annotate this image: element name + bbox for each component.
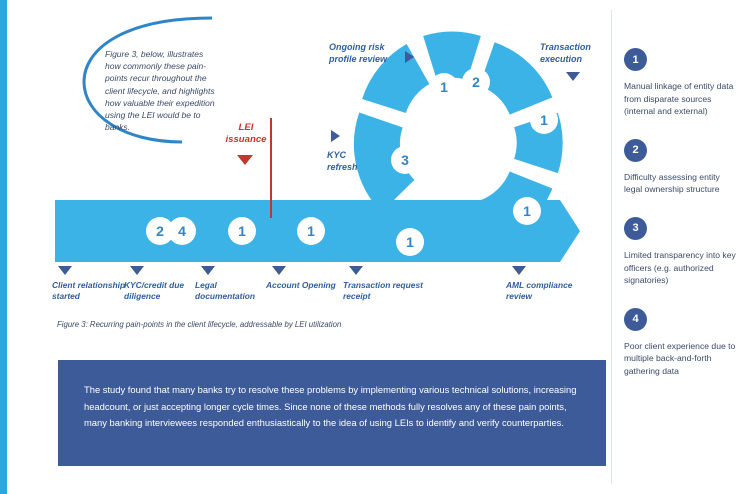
stage-label-legal-documentation: Legal documentation [195,280,256,301]
legend-item [624,139,744,196]
pain-point-circle: 1 [396,228,424,256]
stage-label-account-opening: Account Opening [266,280,336,290]
kyc-refresh-label-line2: refresh [327,161,358,172]
loop-circle: 1 [530,106,558,134]
stage-label-aml-compliance: AML compliance review [506,280,573,301]
legend-text: Difficulty assessing entity legal ownership structure [624,171,720,195]
legend-text: Poor client experience due to multiple back-and-forth gathering data [624,340,736,376]
stage-marker-icon [272,266,286,275]
transaction-execution-label-line1: Transaction [540,42,591,52]
stage-marker-icon [512,266,526,275]
kyc-refresh-label [327,150,387,173]
stage-label-transaction-request: Transaction request receipt [343,280,423,301]
pain-point-circle: 1 [297,217,325,245]
stage-marker-icon [201,266,215,275]
ongoing-risk-label-line1: Ongoing risk [329,42,385,52]
legend-item [624,308,744,378]
kyc-refresh-label-line1: KYC [327,150,347,160]
legend-text: Limited transparency into key officers (e.g. authorized signatories) [624,249,736,286]
legend-badge: 1 [624,48,647,71]
loop-circle: 2 [462,68,490,96]
lei-issuance-label-line1: LEI [238,122,254,133]
ongoing-risk-label [329,42,405,65]
legend-item [624,48,744,118]
loop-circle: 3 [391,146,419,174]
legend-badge: 4 [624,308,647,331]
kyc-refresh-arrow-icon [331,130,340,142]
legend-badge: 3 [624,217,647,240]
lei-issuance-arrow-icon [237,155,253,165]
callout-text: Figure 3, below, illustrates how commonly these pain-points recur throughout the client lifecycle, and highlights how valuable their expedition using the LEI would be to banks. [105,49,215,133]
figure-caption: Figure 3: Recurring pain-points in the client lifecycle, addressable by LEI utilization [57,320,342,329]
legend-badge: 2 [624,139,647,162]
pain-point-circle: 2 [146,217,174,245]
pain-point-circle: 1 [513,197,541,225]
pain-point-circle: 1 [228,217,256,245]
stage-marker-icon [58,266,72,275]
ongoing-risk-label-line2: profile review [329,53,388,64]
pain-point-legend [624,48,744,399]
transaction-execution-arrow-icon [566,72,580,81]
loop-circle: 1 [430,73,458,101]
summary-box [58,360,606,466]
summary-box-text: The study found that many banks try to resolve these problems by implementing various technical solutions, increasing headcount, or just accepting longer cycle times. Since none of these methods fully resolves any of these pain points, many banking interviewees responded enthusiastically to the idea of using LEIs to identify and verify counterparties. [84,384,577,428]
ongoing-risk-arrow-icon [405,51,414,63]
transaction-execution-label [540,42,616,65]
pain-point-circle: 4 [168,217,196,245]
legend-item [624,217,744,287]
stage-label-client-relationship: Client relationship started [52,280,126,301]
legend-text: Manual linkage of entity data from disparate sources (internal and external) [624,81,734,117]
lei-issuance-label [216,122,276,145]
stage-marker-icon [130,266,144,275]
lei-issuance-label-line2: issuance [225,133,267,145]
stage-marker-icon [349,266,363,275]
transaction-execution-label-line2: execution [540,53,583,64]
stage-label-kyc-credit: KYC/credit due diligence [124,280,185,301]
